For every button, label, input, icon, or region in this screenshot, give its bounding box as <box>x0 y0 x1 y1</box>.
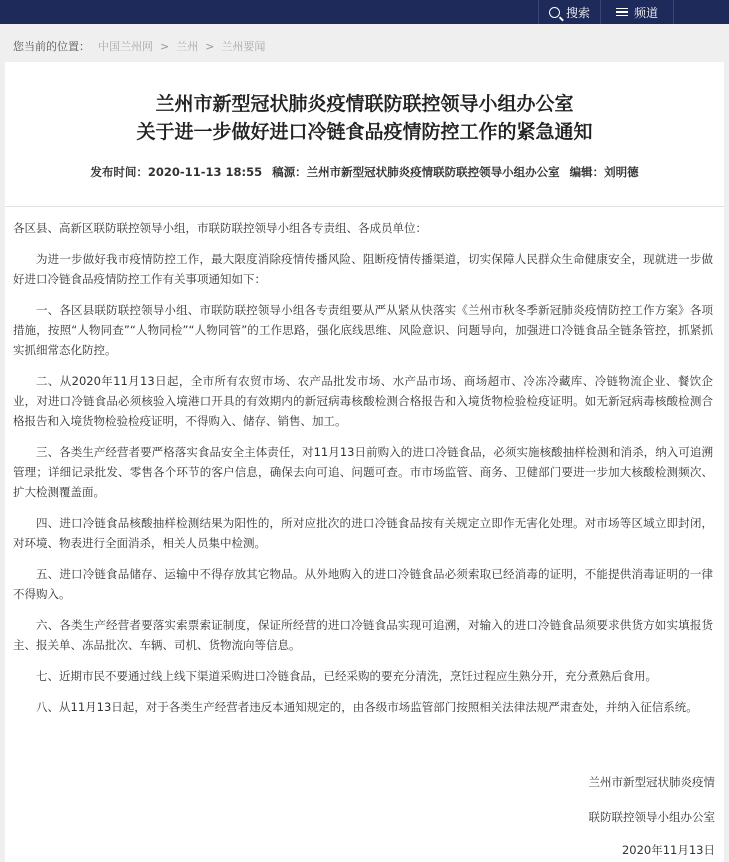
top-navigation-bar <box>0 0 729 24</box>
article-body <box>13 218 713 728</box>
breadcrumb-separator: > <box>160 39 170 53</box>
paragraph-item-8: 八、从11月13日起，对于各类生产经营者违反本通知规定的，由各级市场监管部门按照相关法律法规严肃查处，并纳入征信系统。 <box>36 700 698 714</box>
signature-line2: 联防联控领导小组办公室 <box>588 810 715 824</box>
article-title-line1: 兰州市新型冠状肺炎疫情联防联控领导小组办公室 <box>155 93 574 115</box>
breadcrumb-link-home[interactable]: 中国兰州网 <box>98 40 153 53</box>
breadcrumb <box>13 38 265 54</box>
breadcrumb-link-news[interactable]: 兰州要闻 <box>221 40 266 53</box>
publish-time: 2020-11-13 18:55 <box>147 165 263 179</box>
paragraph-item-4: 四、进口冷链食品核酸抽样检测结果为阳性的，所对应批次的进口冷链食品按有关规定立即作无害化处理。对市场等区域立即封闭，对环境、物表进行全面消杀，相关人员集中检测。 <box>13 516 713 550</box>
paragraph-intro: 为进一步做好我市疫情防控工作，最大限度消除疫情传播风险、阻断疫情传播渠道，切实保障人民群众生命健康安全，现就进一步做好进口冷链食品疫情防控工作有关事项通知如下： <box>13 252 713 286</box>
article-title-line2: 关于进一步做好进口冷链食品疫情防控工作的紧急通知 <box>136 121 593 143</box>
signature-line1: 兰州市新型冠状肺炎疫情 <box>588 775 715 789</box>
source-value: 兰州市新型冠状肺炎疫情联防联控领导小组办公室 <box>306 165 560 179</box>
divider <box>5 206 724 207</box>
channel-label: 频道 <box>633 5 658 20</box>
paragraph-item-1: 一、各区县联防联控领导小组、市联防联控领导小组各专责组要从严从紧从快落实《兰州市秋冬季新冠肺炎疫情防控工作方案》各项措施，按照“人物同查”“人物同检”“人物同管”的工作思路，强化底线思维、风险意识、问题导向，加强进口冷链食品全链条管控，抓紧抓实抓细常态化防控。 <box>13 303 713 357</box>
editor-label: 编辑： <box>569 165 605 179</box>
breadcrumb-label: 您当前的位置： <box>13 40 90 53</box>
publish-label: 发布时间： <box>90 165 148 179</box>
channel-menu-button[interactable] <box>600 0 674 24</box>
paragraph-item-7: 七、近期市民不要通过线上线下渠道采购进口冷链食品，已经采购的要充分清洗，烹饪过程应生熟分开，充分煮熟后食用。 <box>36 669 657 683</box>
article-meta <box>5 164 724 180</box>
search-button[interactable] <box>538 0 600 24</box>
paragraph-item-2: 二、从2020年11月13日起，全市所有农贸市场、农产品批发市场、水产品市场、商场超市、冷冻冷藏库、冷链物流企业、餐饮企业，对进口冷链食品必须核验入境港口开具的有效期内的新冠病毒核酸检测合格报告和入境货物检验检疫证明。如无新冠病毒核酸检测合格报告和入境货物检验检疫证明，不得购入、储存、销售、加工。 <box>13 374 713 428</box>
editor-value: 刘明德 <box>604 165 639 179</box>
search-label: 搜索 <box>565 5 590 20</box>
search-icon <box>549 7 560 18</box>
source-label: 稿源： <box>272 165 307 179</box>
paragraph-item-6: 六、各类生产经营者要落实索票索证制度，保证所经营的进口冷链食品实现可追溯，对输入的进口冷链食品须要求供货方如实填报货主、报关单、冻品批次、车辆、司机、货物流向等信息。 <box>13 618 713 652</box>
paragraph-salutation: 各区县、高新区联防联控领导小组，市联防联控领导小组各专责组、各成员单位： <box>13 221 427 235</box>
menu-icon <box>616 6 628 19</box>
article-title <box>5 90 724 146</box>
paragraph-item-5: 五、进口冷链食品储存、运输中不得存放其它物品。从外地购入的进口冷链食品必须索取已经消毒的证明，不能提供消毒证明的一律不得购入。 <box>13 567 713 601</box>
signature-date: 2020年11月13日 <box>621 843 715 857</box>
breadcrumb-link-lanzhou[interactable]: 兰州 <box>176 40 199 53</box>
breadcrumb-separator: > <box>205 39 215 53</box>
article-panel <box>5 62 724 862</box>
paragraph-item-3: 三、各类生产经营者要严格落实食品安全主体责任，对11月13日前购入的进口冷链食品，必须实施核酸抽样检测和消杀，纳入可追溯管理；详细记录批发、零售各个环节的客户信息，确保去向可追、问题可查。市市场监管、商务、卫健部门要进一步加大核酸检测频次、扩大检测覆盖面。 <box>13 445 713 499</box>
